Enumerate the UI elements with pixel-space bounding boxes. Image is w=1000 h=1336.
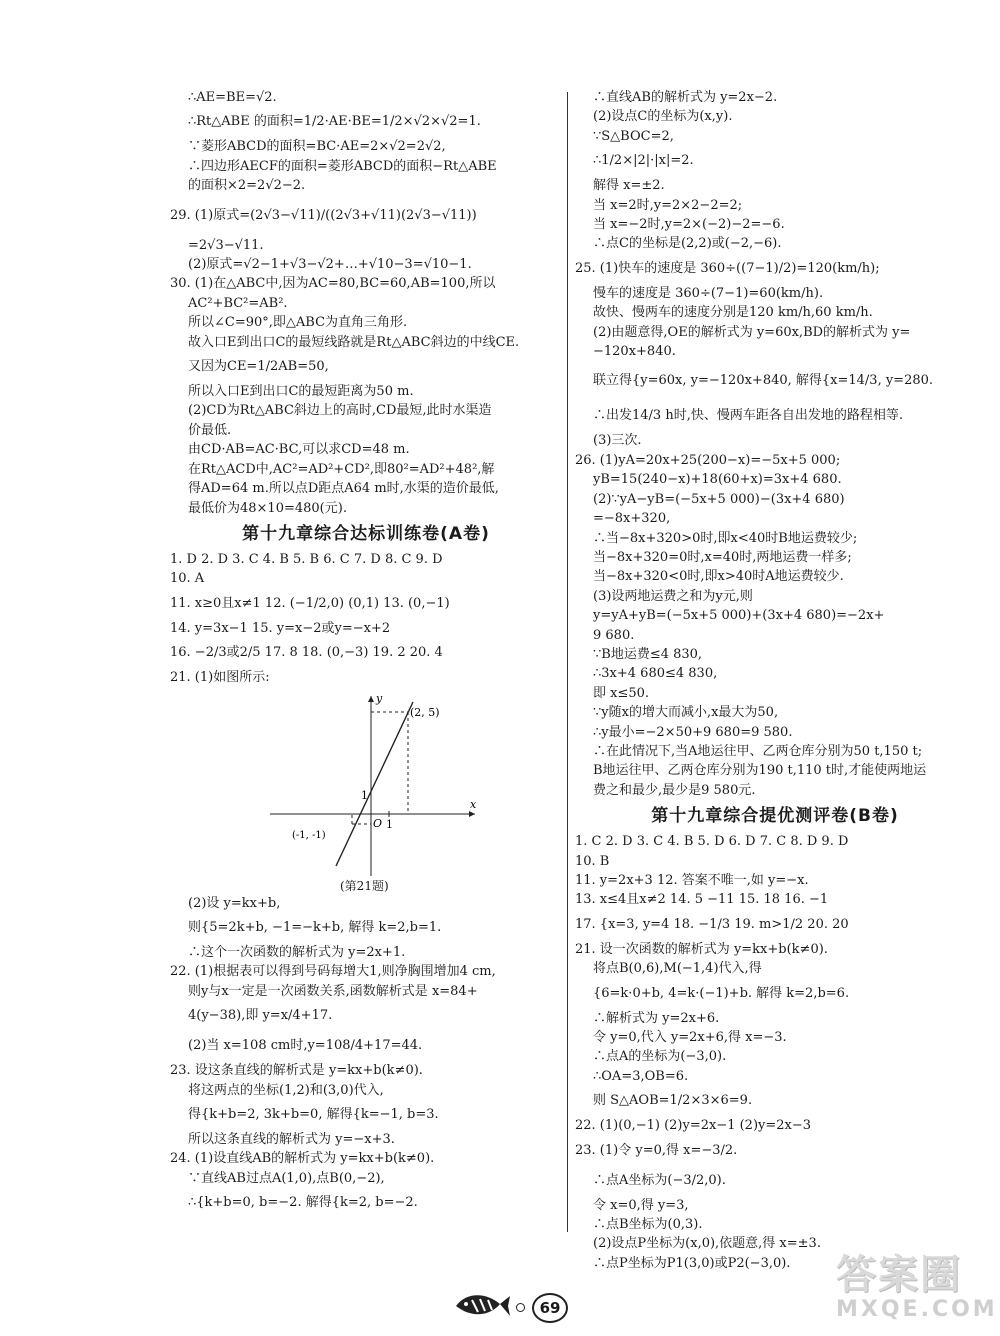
answer-line: ∴在此情况下,当A地运往甲、乙两仓库分别为50 t,150 t;	[593, 743, 923, 759]
x-tick-label: 1	[386, 817, 393, 831]
answer-line: 16. −2/3或2/5 17. 8 18. (0,−3) 19. 2 20. 4	[170, 645, 443, 661]
answer-line: ∴点B坐标为(0,3).	[593, 1217, 703, 1233]
left-answer-block-3	[170, 894, 562, 1219]
answer-line: ∴这个一次函数的解析式为 y=2x+1.	[188, 944, 406, 960]
section-title-a: 第十九章综合达标训练卷(A卷)	[242, 523, 490, 544]
right-answer-block-1	[575, 88, 975, 800]
answer-line: 最低价为48×10=480(元).	[188, 500, 347, 516]
watermark-main: 答案圈	[836, 1252, 962, 1298]
answer-line: (2)由题意得,OE的解析式为 y=60x,BD的解析式为 y=	[593, 324, 911, 340]
answer-line: ∴Rt△ABE 的面积=1/2·AE·BE=1/2×√2×√2=1.	[188, 114, 481, 130]
question-21-graph	[270, 692, 480, 878]
answer-line: 25. (1)快车的速度是 360÷((7−1)/2)=120(km/h);	[575, 260, 880, 276]
answer-line: 的面积×2=2√2−2.	[188, 178, 306, 194]
answer-line: 则{5=2k+b, −1=−k+b, 解得 k=2,b=1.	[188, 919, 442, 935]
answer-line: 得{k+b=2, 3k+b=0, 解得{k=−1, b=3.	[188, 1106, 439, 1122]
answer-line: 所以这条直线的解析式为 y=−x+3.	[188, 1131, 395, 1147]
answer-line: 由CD·AB=AC·BC,可以求CD=48 m.	[188, 442, 410, 458]
answer-line: 11. y=2x+3 12. 答案不唯一,如 y=−x.	[575, 873, 809, 888]
answer-line: 故快、慢两车的速度分别是120 km/h,60 km/h.	[593, 305, 873, 321]
answer-line: yB=15(240−x)+18(60+x)=3x+4 680.	[593, 472, 842, 488]
answer-line: ∴解析式为 y=2x+6.	[593, 1010, 720, 1026]
answer-line: B地运往甲、乙两仓库分别为190 t,110 t时,才能使两地运	[593, 763, 927, 779]
answer-line: 22. (1)根据表可以得到号码每增大1,则净胸围增加4 cm,	[170, 964, 496, 980]
answer-line: ∵y随x的增大而减小,x最大为50,	[593, 705, 779, 721]
answer-line: 将点B(0,6),M(−1,4)代入,得	[593, 961, 762, 977]
answer-line: 将这两点的坐标(1,2)和(3,0)代入,	[188, 1082, 384, 1098]
answer-line: 当 x=2时,y=2×2−2=2;	[593, 197, 743, 213]
left-answer-block-2	[170, 550, 562, 688]
answer-line: 费之和最少,最少是9 580元.	[593, 782, 756, 798]
column-divider	[567, 92, 568, 1232]
answer-line: 在Rt△ACD中,AC²=AD²+CD²,即80²=AD²+48²,解	[188, 461, 495, 477]
answer-line: 21. (1)如图所示:	[170, 670, 270, 686]
answer-line: ∴点A坐标为(−3/2,0).	[593, 1172, 726, 1188]
answer-line: 所以∠C=90°,即△ABC为直角三角形.	[188, 315, 408, 331]
answer-line: y=yA+yB=(−5x+5 000)+(3x+4 680)=−2x+	[593, 608, 885, 624]
answer-line: ∵直线AB过点A(1,0),点B(0,−2),	[188, 1170, 385, 1186]
answer-line: 10. A	[170, 571, 205, 587]
answer-line: ∴{k+b=0, b=−2. 解得{k=2, b=−2.	[188, 1195, 418, 1211]
x-axis-label: x	[470, 797, 477, 811]
watermark-sub: MXQE.COM	[836, 1297, 998, 1322]
answer-line: 10. B	[575, 853, 610, 869]
answer-line: =2√3−√11.	[188, 237, 264, 253]
answer-line: ∵菱形ABCD的面积=BC·AE=2×√2=2√2,	[188, 139, 446, 155]
answer-line: (2)CD为Rt△ABC斜边上的高时,CD最短,此时水渠造	[188, 403, 492, 419]
y-axis-label: y	[376, 691, 383, 705]
y-axis-arrow	[368, 696, 374, 702]
answer-line: ∴1/2×|2|·|x|=2.	[593, 153, 694, 169]
answer-line: 令 y=0,代入 y=2x+6,得 x=−3.	[593, 1030, 787, 1046]
answer-line: (2)原式=√2−1+√3−√2+…+√10−3=√10−1.	[188, 257, 472, 273]
answer-line: 当−8x+320=0时,x=40时,两地运费一样多;	[593, 549, 852, 565]
answer-line: 21. 设一次函数的解析式为 y=kx+b(k≠0).	[575, 941, 828, 957]
page-dot	[516, 1303, 525, 1312]
answer-line: (3)设两地运费之和为y元,则	[593, 588, 753, 604]
answer-line: −120x+840.	[593, 344, 676, 360]
answer-line: 1. C 2. D 3. C 4. B 5. D 6. D 7. C 8. D 9. D	[575, 834, 849, 850]
left-column	[170, 88, 562, 1218]
right-answer-block-2	[575, 832, 975, 1273]
answer-line: ∴点A的坐标为(−3,0).	[593, 1049, 727, 1065]
answer-line: 1. D 2. D 3. C 4. B 5. B 6. C 7. D 8. C 9. D	[170, 551, 443, 567]
answer-line: 9 680.	[593, 627, 635, 643]
coordinate-graph	[270, 692, 480, 878]
point-label-2-5: (2, 5)	[410, 705, 440, 719]
answer-line: 联立得{y=60x, y=−120x+840, 解得{x=14/3, y=280.	[593, 373, 934, 389]
answer-line: 11. x≥0且x≠1 12. (−1/2,0) (0,1) 13. (0,−1)	[170, 595, 450, 611]
answer-line: ∴当−8x+320>0时,即x<40时B地运费较少;	[593, 530, 858, 546]
answer-line: 24. (1)设直线AB的解析式为 y=kx+b(k≠0).	[170, 1151, 435, 1167]
answer-line: 所以入口E到出口C的最短距离为50 m.	[188, 384, 414, 400]
answer-line: 30. (1)在△ABC中,因为AC=80,BC=60,AB=100,所以	[170, 276, 496, 292]
answer-line: 4(y−38),即 y=x/4+17.	[188, 1008, 333, 1024]
answer-line: (2)设 y=kx+b,	[188, 895, 281, 911]
answer-line: 即 x≤50.	[593, 685, 650, 701]
answer-line: ∵B地运费≤4 830,	[593, 646, 703, 662]
answer-line: ∴点P坐标为P1(3,0)或P2(−3,0).	[593, 1255, 791, 1271]
answer-line: 则 S△AOB=1/2×3×6=9.	[593, 1093, 753, 1109]
function-line	[336, 702, 413, 866]
answer-line: (2)设点C的坐标为(x,y).	[593, 109, 733, 125]
answer-line: 得AD=64 m.所以点D距点A64 m时,水渠的造价最低,	[188, 481, 499, 497]
answer-line: ∴y最小=−2×50+9 680=9 580.	[593, 724, 793, 740]
left-answer-block-1	[170, 88, 562, 518]
point-label-neg1-neg1: (-1, -1)	[292, 829, 326, 841]
page-number: 69	[532, 1293, 568, 1323]
answer-line: 13. x≤4且x≠2 14. 5 −11 15. 18 16. −1	[575, 892, 829, 908]
answer-line: =−8x+320,	[593, 511, 671, 527]
answer-line: 当−8x+320<0时,即x>40时A地运费较少.	[593, 569, 844, 585]
answer-line: ∴出发14/3 h时,快、慢两车距各自出发地的路程相等.	[593, 408, 903, 424]
section-title-b: 第十九章综合提优测评卷(B卷)	[651, 806, 899, 827]
answer-line: ∴点C的坐标是(2,2)或(−2,−6).	[593, 236, 782, 252]
answer-line: 故入口E到出口C的最短线路就是Rt△ABC斜边的中线CE.	[188, 334, 520, 350]
answer-line: 则y与x一定是一次函数关系,函数解析式是 x=84+	[188, 983, 478, 999]
answer-line: 17. {x=3, y=4 18. −1/3 19. m>1/2 20. 20	[575, 916, 849, 932]
y-tick-label: 1	[361, 788, 368, 802]
answer-line: 14. y=3x−1 15. y=x−2或y=−x+2	[170, 620, 391, 636]
origin-label: O	[373, 816, 383, 830]
answer-line: 23. (1)令 y=0,得 x=−3/2.	[575, 1142, 738, 1158]
answer-line: 29. (1)原式=(2√3−√11)/((2√3+√11)(2√3−√11))	[170, 207, 477, 223]
answer-line: 22. (1)(0,−1) (2)y=2x−1 (2)y=2x−3	[575, 1118, 812, 1134]
answer-line: (2)当 x=108 cm时,y=108/4+17=44.	[188, 1038, 423, 1054]
x-axis-arrow	[469, 811, 475, 817]
answer-line: AC²+BC²=AB².	[188, 295, 288, 311]
answer-line: ∴3x+4 680≤4 830,	[593, 666, 718, 682]
answer-line: 当 x=−2时,y=2×(−2)−2=−6.	[593, 217, 785, 233]
answer-line: {6=k·0+b, 4=k·(−1)+b. 解得 k=2,b=6.	[593, 985, 850, 1001]
answer-line: 解得 x=±2.	[593, 178, 665, 194]
answer-line: 又因为CE=1/2AB=50,	[188, 359, 329, 375]
answer-line: 慢车的速度是 360÷(7−1)=60(km/h).	[593, 285, 824, 301]
site-watermark	[836, 1252, 998, 1332]
answer-line: ∴AE=BE=√2.	[188, 90, 277, 105]
fish-logo-icon	[452, 1290, 512, 1324]
answer-line: (2)∵yA−yB=(−5x+5 000)−(3x+4 680)	[593, 491, 845, 507]
graph-caption: (第21题)	[340, 878, 389, 893]
answer-line: 26. (1)yA=20x+25(200−x)=−5x+5 000;	[575, 452, 841, 468]
answer-line: 价最低.	[188, 422, 232, 438]
answer-line: ∴OA=3,OB=6.	[593, 1068, 689, 1084]
right-column	[575, 88, 975, 1273]
answer-line: 令 x=0,得 y=3,	[593, 1197, 689, 1213]
answer-line: ∵S△BOC=2,	[593, 128, 674, 144]
answer-line: ∴四边形AECF的面积=菱形ABCD的面积−Rt△ABE	[188, 158, 497, 174]
answer-line: (2)设点P坐标为(x,0),依题意,得 x=±3.	[593, 1236, 821, 1252]
answer-line: 23. 设这条直线的解析式是 y=kx+b(k≠0).	[170, 1063, 423, 1079]
answer-line: ∴直线AB的解析式为 y=2x−2.	[593, 90, 778, 105]
answer-line: (3)三次.	[593, 433, 642, 449]
